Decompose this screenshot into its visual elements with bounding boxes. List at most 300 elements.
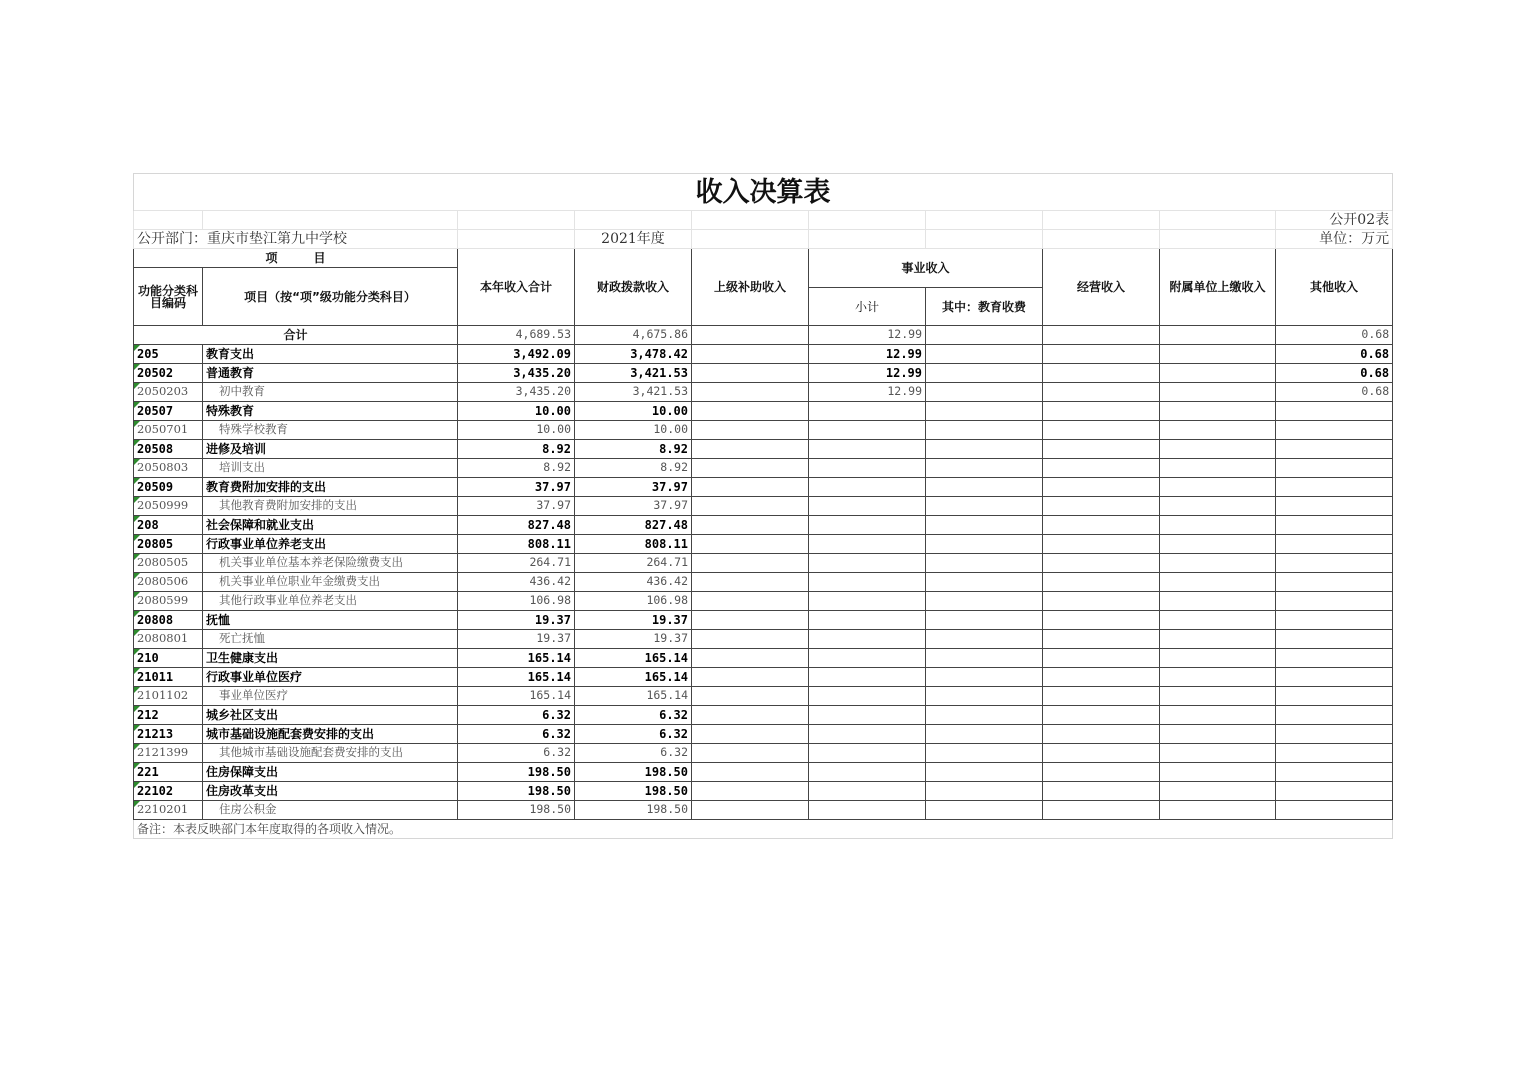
other-cell: 0.68 [1276,326,1393,345]
career-sub-cell [809,668,926,687]
affiliated-cell [1160,687,1276,706]
upper-cell [692,592,809,611]
affiliated-cell [1160,421,1276,440]
fiscal-cell: 198.50 [575,801,692,820]
name-cell: 特殊学校教育 [203,421,458,440]
table-row [134,440,1393,459]
business-cell [1043,364,1160,383]
table-note: 备注：本表反映部门本年度取得的各项收入情况。 [134,820,1393,839]
header-other: 其他收入 [1276,249,1393,326]
upper-cell [692,497,809,516]
career-edu-cell [926,345,1043,364]
table-row [134,402,1393,421]
affiliated-cell [1160,649,1276,668]
business-cell [1043,383,1160,402]
upper-cell [692,421,809,440]
other-cell [1276,554,1393,573]
fiscal-cell: 10.00 [575,421,692,440]
career-edu-cell [926,364,1043,383]
affiliated-cell [1160,592,1276,611]
career-edu-cell [926,649,1043,668]
fiscal-cell: 37.97 [575,478,692,497]
total-cell: 37.97 [458,478,575,497]
career-edu-cell [926,440,1043,459]
total-cell: 165.14 [458,668,575,687]
upper-cell [692,345,809,364]
affiliated-cell [1160,345,1276,364]
table-row [134,782,1393,801]
upper-cell [692,687,809,706]
upper-cell [692,744,809,763]
upper-cell [692,516,809,535]
income-statement-sheet [133,173,1392,839]
name-cell: 死亡抚恤 [203,630,458,649]
affiliated-cell [1160,478,1276,497]
upper-cell [692,630,809,649]
total-cell: 8.92 [458,459,575,478]
header-career-edu: 其中：教育收费 [926,288,1043,326]
code-cell: 20509 [134,478,203,497]
business-cell [1043,497,1160,516]
total-cell: 436.42 [458,573,575,592]
career-edu-cell [926,782,1043,801]
table-row [134,668,1393,687]
affiliated-cell [1160,611,1276,630]
career-sub-cell [809,801,926,820]
table-row [134,478,1393,497]
other-cell [1276,782,1393,801]
income-table [133,173,1393,839]
fiscal-cell: 3,421.53 [575,364,692,383]
total-cell: 3,492.09 [458,345,575,364]
table-row [134,630,1393,649]
name-cell: 培训支出 [203,459,458,478]
other-cell [1276,725,1393,744]
other-cell [1276,421,1393,440]
career-edu-cell [926,554,1043,573]
table-row [134,611,1393,630]
header-upper: 上级补助收入 [692,249,809,326]
code-cell: 2050203 [134,383,203,402]
code-cell: 2080505 [134,554,203,573]
table-row [134,459,1393,478]
header-business: 经营收入 [1043,249,1160,326]
table-row [134,706,1393,725]
fiscal-cell: 165.14 [575,668,692,687]
upper-cell [692,801,809,820]
career-edu-cell [926,801,1043,820]
other-cell [1276,611,1393,630]
table-row [134,497,1393,516]
table-row [134,345,1393,364]
affiliated-cell [1160,763,1276,782]
career-sub-cell [809,573,926,592]
career-edu-cell [926,497,1043,516]
code-cell: 2121399 [134,744,203,763]
header-career-subtotal: 小计 [809,288,926,326]
career-sub-cell: 12.99 [809,383,926,402]
name-cell: 事业单位医疗 [203,687,458,706]
career-edu-cell [926,763,1043,782]
name-cell: 初中教育 [203,383,458,402]
career-sub-cell [809,592,926,611]
code-cell: 22102 [134,782,203,801]
career-edu-cell [926,326,1043,345]
code-cell: 208 [134,516,203,535]
table-row [134,687,1393,706]
upper-cell [692,459,809,478]
career-sub-cell [809,744,926,763]
other-cell [1276,706,1393,725]
total-cell: 10.00 [458,421,575,440]
affiliated-cell [1160,326,1276,345]
career-edu-cell [926,725,1043,744]
upper-cell [692,706,809,725]
career-sub-cell [809,649,926,668]
business-cell [1043,687,1160,706]
career-sub-cell [809,440,926,459]
name-cell: 其他城市基础设施配套费安排的支出 [203,744,458,763]
fiscal-cell: 198.50 [575,763,692,782]
affiliated-cell [1160,516,1276,535]
fiscal-cell: 10.00 [575,402,692,421]
career-sub-cell: 12.99 [809,364,926,383]
table-row [134,725,1393,744]
business-cell [1043,554,1160,573]
career-edu-cell [926,516,1043,535]
business-cell [1043,478,1160,497]
total-cell: 3,435.20 [458,383,575,402]
business-cell [1043,516,1160,535]
fiscal-cell: 264.71 [575,554,692,573]
code-cell: 205 [134,345,203,364]
upper-cell [692,440,809,459]
code-cell: 20808 [134,611,203,630]
total-cell: 4,689.53 [458,326,575,345]
fiscal-cell: 3,421.53 [575,383,692,402]
total-cell: 37.97 [458,497,575,516]
business-cell [1043,573,1160,592]
affiliated-cell [1160,706,1276,725]
affiliated-cell [1160,383,1276,402]
code-cell: 2101102 [134,687,203,706]
other-cell [1276,592,1393,611]
total-cell: 165.14 [458,687,575,706]
total-cell: 19.37 [458,611,575,630]
career-sub-cell [809,516,926,535]
name-cell: 住房公积金 [203,801,458,820]
career-sub-cell: 12.99 [809,345,926,364]
code-cell: 20805 [134,535,203,554]
total-cell: 827.48 [458,516,575,535]
fiscal-cell: 198.50 [575,782,692,801]
career-edu-cell [926,402,1043,421]
other-cell [1276,763,1393,782]
career-sub-cell [809,535,926,554]
affiliated-cell [1160,782,1276,801]
other-cell [1276,649,1393,668]
total-cell: 6.32 [458,706,575,725]
upper-cell [692,478,809,497]
business-cell [1043,763,1160,782]
business-cell [1043,744,1160,763]
upper-cell [692,383,809,402]
other-cell [1276,801,1393,820]
name-cell: 普通教育 [203,364,458,383]
career-sub-cell [809,421,926,440]
code-cell: 2050999 [134,497,203,516]
total-cell: 3,435.20 [458,364,575,383]
other-cell: 0.68 [1276,345,1393,364]
affiliated-cell [1160,554,1276,573]
business-cell [1043,782,1160,801]
total-row [134,326,1393,345]
name-cell: 抚恤 [203,611,458,630]
name-cell: 特殊教育 [203,402,458,421]
fiscal-cell: 37.97 [575,497,692,516]
career-edu-cell [926,611,1043,630]
fiscal-cell: 8.92 [575,440,692,459]
name-cell: 行政事业单位养老支出 [203,535,458,554]
total-cell: 6.32 [458,725,575,744]
table-row [134,421,1393,440]
table-row [134,535,1393,554]
career-edu-cell [926,383,1043,402]
name-cell: 住房改革支出 [203,782,458,801]
upper-cell [692,763,809,782]
page-title: 收入决算表 [134,174,1393,211]
other-cell: 0.68 [1276,383,1393,402]
code-cell: 21213 [134,725,203,744]
header-career: 事业收入 [809,249,1043,288]
affiliated-cell [1160,459,1276,478]
total-cell: 8.92 [458,440,575,459]
upper-cell [692,725,809,744]
other-cell [1276,668,1393,687]
total-label: 合计 [134,326,458,345]
code-cell: 221 [134,763,203,782]
other-cell [1276,630,1393,649]
table-row [134,649,1393,668]
code-cell: 2050803 [134,459,203,478]
upper-cell [692,554,809,573]
total-cell: 106.98 [458,592,575,611]
fiscal-cell: 8.92 [575,459,692,478]
career-edu-cell [926,421,1043,440]
code-cell: 20507 [134,402,203,421]
career-sub-cell [809,554,926,573]
career-sub-cell [809,687,926,706]
business-cell [1043,592,1160,611]
total-cell: 198.50 [458,782,575,801]
business-cell [1043,326,1160,345]
code-cell: 2050701 [134,421,203,440]
affiliated-cell [1160,630,1276,649]
fiscal-year: 2021年度 [575,230,692,249]
upper-cell [692,668,809,687]
other-cell [1276,573,1393,592]
upper-cell [692,573,809,592]
code-cell: 21011 [134,668,203,687]
business-cell [1043,725,1160,744]
career-sub-cell [809,706,926,725]
fiscal-cell: 6.32 [575,725,692,744]
total-cell: 808.11 [458,535,575,554]
other-cell [1276,402,1393,421]
department-label: 公开部门：重庆市垫江第九中学校 [134,230,458,249]
career-sub-cell [809,478,926,497]
fiscal-cell: 19.37 [575,611,692,630]
table-row [134,763,1393,782]
name-cell: 社会保障和就业支出 [203,516,458,535]
career-edu-cell [926,687,1043,706]
business-cell [1043,706,1160,725]
header-fiscal: 财政拨款收入 [575,249,692,326]
fiscal-cell: 165.14 [575,687,692,706]
upper-cell [692,535,809,554]
table-row [134,592,1393,611]
other-cell: 0.68 [1276,364,1393,383]
affiliated-cell [1160,725,1276,744]
business-cell [1043,402,1160,421]
name-cell: 住房保障支出 [203,763,458,782]
code-cell: 2080599 [134,592,203,611]
affiliated-cell [1160,668,1276,687]
code-cell: 2080801 [134,630,203,649]
table-row [134,801,1393,820]
business-cell [1043,459,1160,478]
fiscal-cell: 6.32 [575,706,692,725]
name-cell: 卫生健康支出 [203,649,458,668]
career-sub-cell [809,459,926,478]
header-name: 项目（按“项”级功能分类科目） [203,268,458,326]
other-cell [1276,744,1393,763]
upper-cell [692,364,809,383]
table-row [134,554,1393,573]
career-edu-cell [926,592,1043,611]
name-cell: 城乡社区支出 [203,706,458,725]
name-cell: 其他教育费附加安排的支出 [203,497,458,516]
business-cell [1043,440,1160,459]
header-code: 功能分类科目编码 [134,268,203,326]
business-cell [1043,649,1160,668]
fiscal-cell: 827.48 [575,516,692,535]
name-cell: 其他行政事业单位养老支出 [203,592,458,611]
code-cell: 212 [134,706,203,725]
affiliated-cell [1160,440,1276,459]
code-cell: 20502 [134,364,203,383]
affiliated-cell [1160,364,1276,383]
fiscal-cell: 19.37 [575,630,692,649]
total-cell: 198.50 [458,763,575,782]
table-row [134,744,1393,763]
table-row [134,383,1393,402]
name-cell: 机关事业单位职业年金缴费支出 [203,573,458,592]
unit-label: 单位：万元 [1276,230,1393,249]
table-row [134,516,1393,535]
career-edu-cell [926,535,1043,554]
business-cell [1043,630,1160,649]
other-cell [1276,440,1393,459]
upper-cell [692,402,809,421]
total-cell: 165.14 [458,649,575,668]
business-cell [1043,801,1160,820]
career-sub-cell: 12.99 [809,326,926,345]
total-cell: 198.50 [458,801,575,820]
affiliated-cell [1160,535,1276,554]
other-cell [1276,687,1393,706]
fiscal-cell: 436.42 [575,573,692,592]
career-sub-cell [809,725,926,744]
fiscal-cell: 3,478.42 [575,345,692,364]
name-cell: 城市基础设施配套费安排的支出 [203,725,458,744]
career-sub-cell [809,497,926,516]
other-cell [1276,459,1393,478]
code-cell: 20508 [134,440,203,459]
upper-cell [692,782,809,801]
name-cell: 教育费附加安排的支出 [203,478,458,497]
career-edu-cell [926,668,1043,687]
upper-cell [692,649,809,668]
upper-cell [692,326,809,345]
form-number: 公开02表 [1276,211,1393,230]
code-cell: 210 [134,649,203,668]
header-affiliated: 附属单位上缴收入 [1160,249,1276,326]
fiscal-cell: 106.98 [575,592,692,611]
business-cell [1043,668,1160,687]
total-cell: 264.71 [458,554,575,573]
other-cell [1276,478,1393,497]
header-item-group: 项 目 [134,249,458,268]
other-cell [1276,535,1393,554]
business-cell [1043,535,1160,554]
affiliated-cell [1160,497,1276,516]
career-sub-cell [809,763,926,782]
fiscal-cell: 808.11 [575,535,692,554]
affiliated-cell [1160,801,1276,820]
business-cell [1043,421,1160,440]
total-cell: 10.00 [458,402,575,421]
career-sub-cell [809,782,926,801]
fiscal-cell: 6.32 [575,744,692,763]
code-cell: 2210201 [134,801,203,820]
career-edu-cell [926,478,1043,497]
name-cell: 进修及培训 [203,440,458,459]
name-cell: 行政事业单位医疗 [203,668,458,687]
header-total: 本年收入合计 [458,249,575,326]
upper-cell [692,611,809,630]
total-cell: 19.37 [458,630,575,649]
career-sub-cell [809,630,926,649]
name-cell: 机关事业单位基本养老保险缴费支出 [203,554,458,573]
career-edu-cell [926,744,1043,763]
other-cell [1276,497,1393,516]
table-row [134,573,1393,592]
career-edu-cell [926,459,1043,478]
career-sub-cell [809,611,926,630]
fiscal-cell: 165.14 [575,649,692,668]
affiliated-cell [1160,402,1276,421]
career-sub-cell [809,402,926,421]
total-cell: 6.32 [458,744,575,763]
career-edu-cell [926,706,1043,725]
business-cell [1043,345,1160,364]
fiscal-cell: 4,675.86 [575,326,692,345]
affiliated-cell [1160,744,1276,763]
other-cell [1276,516,1393,535]
career-edu-cell [926,573,1043,592]
name-cell: 教育支出 [203,345,458,364]
